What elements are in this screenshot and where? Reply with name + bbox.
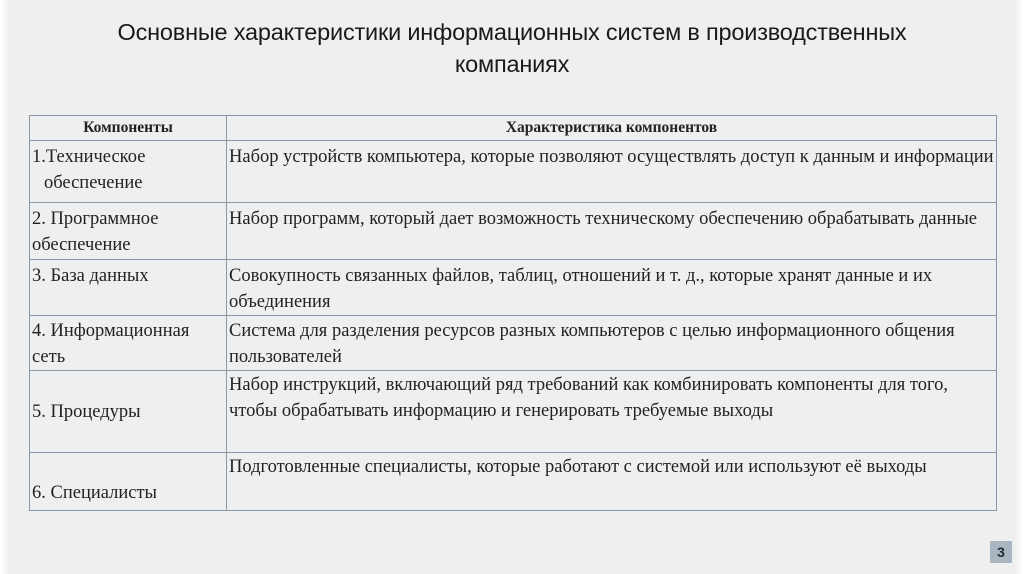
table-row bbox=[30, 453, 997, 511]
component-cell: 4. Информационная сеть bbox=[30, 316, 227, 371]
table-header-row bbox=[30, 116, 997, 141]
table-row bbox=[30, 141, 997, 203]
table-row bbox=[30, 371, 997, 453]
table-row bbox=[30, 316, 997, 371]
table-row bbox=[30, 260, 997, 316]
description-cell: Набор инструкций, включающий ряд требований как комбинировать компоненты для того, чтобы обрабатывать информацию и генерировать требуемые выходы bbox=[227, 371, 997, 453]
component-cell: 6. Специалисты bbox=[30, 453, 227, 511]
component-cell: 1.Техническое обеспечение bbox=[30, 141, 227, 203]
description-cell: Подготовленные специалисты, которые работают с системой или используют её выходы bbox=[227, 453, 997, 511]
description-cell: Совокупность связанных файлов, таблиц, отношений и т. д., которые хранят данные и их объединения bbox=[227, 260, 997, 316]
header-components: Компоненты bbox=[30, 116, 227, 141]
component-cell: 2. Программное обеспечение bbox=[30, 203, 227, 260]
description-cell: Система для разделения ресурсов разных компьютеров с целью информационного общения пользователей bbox=[227, 316, 997, 371]
description-cell: Набор программ, который дает возможность техническому обеспечению обрабатывать данные bbox=[227, 203, 997, 260]
components-table bbox=[29, 115, 997, 511]
description-cell: Набор устройств компьютера, которые позволяют осуществлять доступ к данным и информации bbox=[227, 141, 997, 203]
component-cell: 3. База данных bbox=[30, 260, 227, 316]
page-number-badge: 3 bbox=[990, 541, 1012, 563]
slide-left-edge bbox=[0, 0, 10, 574]
component-cell: 5. Процедуры bbox=[30, 371, 227, 453]
slide-right-edge bbox=[1014, 0, 1024, 574]
table-row bbox=[30, 203, 997, 260]
slide-title: Основные характеристики информационных систем в производственных компаниях bbox=[117, 19, 907, 77]
header-characteristics: Характеристика компонентов bbox=[227, 116, 997, 141]
